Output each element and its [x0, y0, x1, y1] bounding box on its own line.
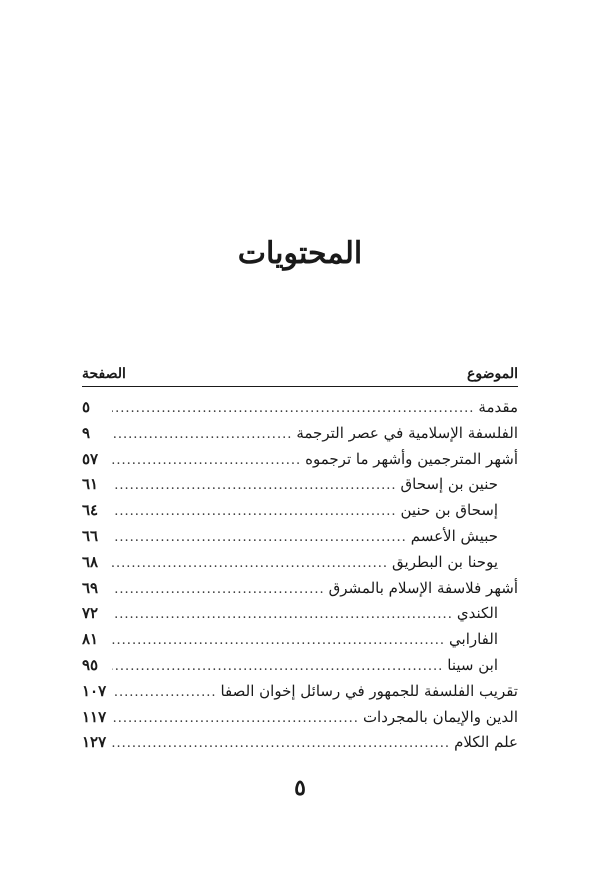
entry-page: ٧٢ [82, 604, 99, 623]
entry-page: ١٠٧ [82, 681, 107, 700]
entry-page: ٦٤ [82, 501, 99, 520]
dot-leader [112, 478, 397, 493]
dot-leader [112, 556, 388, 571]
toc-entry[interactable] [82, 708, 518, 734]
toc-entry[interactable] [82, 579, 518, 605]
entry-page: ٩٥ [82, 655, 99, 674]
dot-leader [112, 659, 443, 674]
toc-subentry[interactable] [82, 475, 518, 501]
entry-topic: الفارابي [449, 630, 498, 649]
entry-topic: الفلسفة الإسلامية في عصر الترجمة [296, 423, 518, 442]
entry-page: ٥ [82, 398, 91, 416]
entry-topic: أشهر المترجمين وأشهر ما ترجموه [305, 449, 518, 468]
entry-topic: حبيش الأعسم [410, 526, 498, 545]
toc-subentry[interactable] [82, 527, 518, 553]
dot-leader [112, 633, 445, 648]
entry-topic: مقدمة [478, 398, 518, 416]
dot-leader [112, 453, 301, 468]
toc-entry[interactable] [82, 424, 518, 450]
dot-leader [112, 504, 397, 519]
toc-entry[interactable] [82, 450, 518, 476]
toc-subentry[interactable] [82, 501, 518, 527]
entry-page: ١٢٧ [82, 733, 107, 752]
entry-page: ٨١ [82, 630, 99, 649]
dot-leader [112, 685, 216, 700]
toc-entry[interactable] [82, 733, 518, 759]
entry-page: ٦٩ [82, 578, 99, 597]
page-column-header: الصفحة [82, 366, 126, 382]
entry-page: ٦١ [82, 475, 99, 494]
entry-topic: حنين بن إسحاق [400, 475, 498, 494]
entry-page: ٦٨ [82, 552, 99, 571]
toc-subentry[interactable] [82, 656, 518, 682]
dot-leader [112, 607, 453, 622]
topic-column-header: الموضوع [467, 366, 518, 382]
toc-subentry[interactable] [82, 604, 518, 630]
page-number: ٥ [294, 775, 306, 801]
dot-leader [112, 530, 407, 545]
toc-subentry[interactable] [82, 553, 518, 579]
dot-leader [112, 711, 359, 726]
entry-page: ٩ [82, 423, 91, 442]
entry-topic: إسحاق بن حنين [400, 501, 498, 520]
toc-entry[interactable] [82, 398, 518, 424]
page-title: المحتويات [237, 236, 363, 271]
entry-topic: الدين والإيمان بالمجردات [362, 707, 518, 726]
entry-topic: علم الكلام [454, 733, 518, 752]
entry-topic: تقريب الفلسفة للجمهور في رسائل إخوان الصفا [220, 681, 518, 700]
entry-page: ١١٧ [82, 707, 107, 726]
entry-topic: الكندي [456, 604, 498, 623]
dot-leader [112, 401, 474, 416]
dot-leader [112, 736, 450, 751]
entry-page: ٥٧ [82, 449, 99, 468]
entry-topic: ابن سينا [447, 655, 498, 674]
entry-page: ٦٦ [82, 526, 99, 545]
dot-leader [112, 427, 292, 442]
dot-leader [112, 582, 325, 597]
toc-subentry[interactable] [82, 630, 518, 656]
table-of-contents [82, 360, 518, 759]
toc-header [82, 360, 518, 387]
entry-topic: أشهر فلاسفة الإسلام بالمشرق [328, 578, 518, 597]
entry-topic: يوحنا بن البطريق [392, 552, 498, 571]
toc-entry[interactable] [82, 682, 518, 708]
toc-entries [82, 398, 518, 759]
